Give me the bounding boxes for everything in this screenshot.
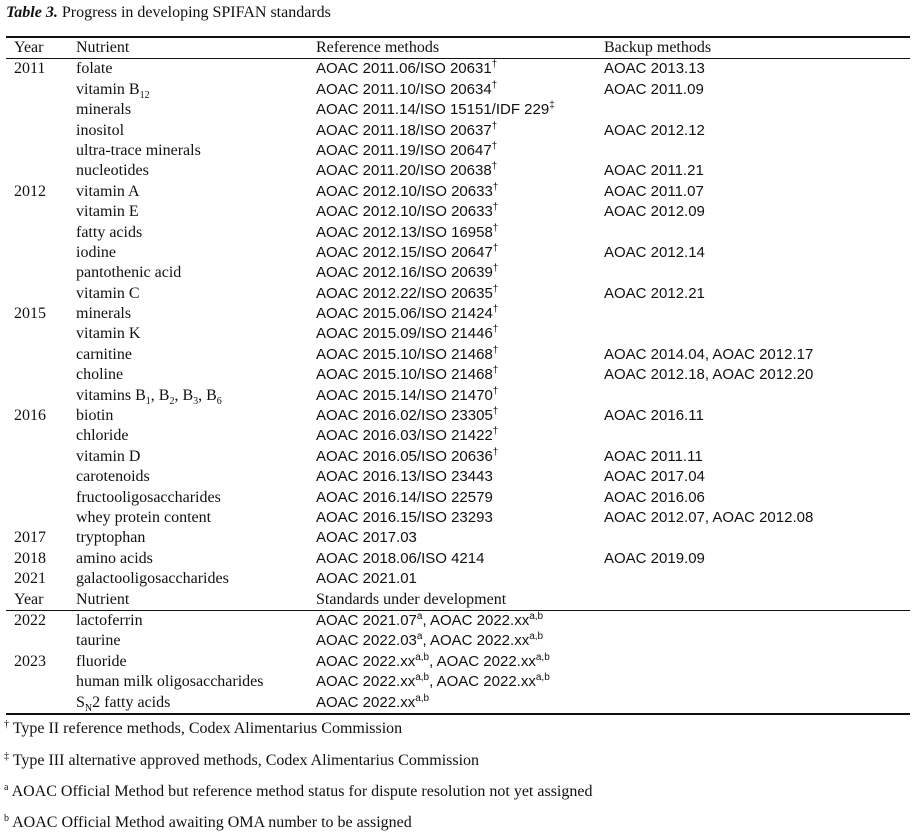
- backup-method-cell: [604, 304, 910, 324]
- table-row: [6, 406, 910, 426]
- footnote-mark: †: [491, 161, 498, 173]
- backup-method-cell: AOAC 2011.11: [604, 447, 703, 465]
- reference-method-cell: AOAC 2011.19/ISO 20647†: [316, 140, 498, 159]
- footnote-text: AOAC Official Method but reference method status for dispute resolution not yet assigned: [8, 783, 593, 800]
- backup-method-cell: AOAC 2012.18, AOAC 2012.20: [604, 366, 814, 384]
- footnote-mark: †: [492, 283, 499, 295]
- year-cell: [6, 141, 76, 161]
- nutrient-cell: fructooligosaccharides: [76, 488, 221, 506]
- year-cell: [6, 467, 76, 487]
- footnote-mark: a: [416, 631, 423, 643]
- year-cell: 2023: [14, 652, 46, 670]
- nutrient-cell: vitamin A: [76, 182, 140, 200]
- footnote: [4, 752, 479, 770]
- backup-method-cell: AOAC 2011.07: [604, 182, 704, 200]
- table-row: [6, 182, 910, 202]
- footnote-mark: †: [491, 140, 498, 152]
- footnote-mark: †: [491, 79, 498, 91]
- year-cell: [6, 386, 76, 406]
- year-cell: 2016: [14, 407, 46, 425]
- year-cell: [6, 488, 76, 508]
- table-row: [6, 345, 910, 365]
- nutrient-cell: iodine: [76, 243, 116, 261]
- table-row: [6, 365, 910, 385]
- backup-method-cell: [604, 324, 910, 344]
- backup-method-cell: AOAC 2012.14: [604, 243, 705, 261]
- footnote-mark: †: [492, 406, 499, 418]
- table-title: Progress in developing SPIFAN standards: [57, 4, 331, 21]
- nutrient-cell: fluoride: [76, 652, 127, 670]
- footnote-mark: †: [492, 344, 499, 356]
- header-row: [6, 37, 910, 59]
- col-header-standards-under-development: Standards under development: [316, 590, 910, 611]
- table-row: [6, 202, 910, 222]
- table-row: [6, 141, 910, 161]
- year-cell: [6, 365, 76, 385]
- table-body: [6, 37, 910, 714]
- backup-method-cell: AOAC 2012.09: [604, 203, 705, 221]
- footnote: [4, 720, 402, 738]
- subscript: N: [84, 702, 93, 714]
- reference-method-cell: AOAC 2012.16/ISO 20639†: [316, 263, 499, 282]
- reference-method-cell: AOAC 2016.03/ISO 21422†: [316, 426, 499, 445]
- nutrient-cell: carnitine: [76, 345, 132, 363]
- backup-method-cell: [604, 386, 910, 406]
- standards-cell: AOAC 2022.xx$^{a,b}$: [316, 693, 910, 714]
- table-row: [6, 59, 910, 80]
- footnote: [4, 783, 592, 801]
- reference-method-cell: AOAC 2016.05/ISO 20636†: [316, 446, 499, 465]
- reference-method-cell: AOAC 2011.10/ISO 20634†: [316, 79, 498, 98]
- footnote-mark: a,b: [415, 651, 430, 663]
- nutrient-cell: human milk oligosaccharides: [76, 673, 264, 691]
- table-row: [6, 243, 910, 263]
- dev-table-row: [6, 610, 910, 631]
- footnote-mark: a,b: [415, 672, 430, 684]
- year-cell: 2011: [14, 60, 46, 78]
- reference-method-cell: AOAC 2016.14/ISO 22579: [316, 488, 493, 506]
- table-row: [6, 488, 910, 508]
- year-cell: 2017: [14, 529, 46, 547]
- backup-method-cell: AOAC 2011.21: [604, 162, 704, 180]
- reference-method-cell: AOAC 2012.15/ISO 20647†: [316, 242, 499, 261]
- col-header-backup-methods: Backup methods: [604, 37, 910, 59]
- footnote-mark: †: [492, 446, 499, 458]
- nutrient-cell: inositol: [76, 121, 125, 139]
- reference-method-cell: AOAC 2012.22/ISO 20635†: [316, 283, 499, 302]
- nutrient-cell: lactoferrin: [76, 611, 143, 629]
- subscript: 3: [193, 395, 199, 407]
- col-header-year: Year: [6, 37, 76, 59]
- table-row: [6, 447, 910, 467]
- table-label: Table 3.: [6, 4, 58, 21]
- reference-method-cell: AOAC 2018.06/ISO 4214: [316, 549, 485, 567]
- subscript: 6: [216, 395, 222, 407]
- table-row: [6, 324, 910, 344]
- table-row: [6, 161, 910, 181]
- year-cell: [6, 447, 76, 467]
- reference-method-cell: AOAC 2011.20/ISO 20638†: [316, 161, 498, 180]
- nutrient-cell: vitamin C: [76, 284, 140, 302]
- year-cell: [6, 284, 76, 304]
- backup-method-cell: AOAC 2012.21: [604, 284, 705, 302]
- table-row: [6, 467, 910, 487]
- table-row: [6, 528, 910, 548]
- table-row: [6, 304, 910, 324]
- nutrient-cell: choline: [76, 366, 124, 384]
- year-cell: [6, 426, 76, 446]
- nutrient-cell: $S_N2$ fatty acids: [76, 693, 316, 714]
- footnote-mark: a,b: [535, 651, 550, 663]
- standards-cell: AOAC 2022.xx$^{a,b}$, AOAC 2022.xx$^{a,b}$: [316, 672, 550, 691]
- year-cell: [6, 693, 76, 714]
- reference-method-cell: AOAC 2015.06/ISO 21424†: [316, 304, 499, 323]
- backup-method-cell: AOAC 2016.06: [604, 488, 705, 506]
- backup-method-cell: [604, 141, 910, 161]
- nutrient-cell: amino acids: [76, 549, 153, 567]
- year-cell: [6, 121, 76, 141]
- backup-method-cell: AOAC 2012.07, AOAC 2012.08: [604, 508, 814, 526]
- footnote-text: AOAC Official Method awaiting OMA number to be assigned: [9, 814, 412, 831]
- nutrient-cell: pantothenic acid: [76, 264, 182, 282]
- subscript: 12: [139, 89, 150, 101]
- reference-method-cell: AOAC 2021.01: [316, 570, 417, 588]
- year-cell: 2018: [14, 549, 46, 567]
- footnote-text: Type III alternative approved methods, Codex Alimentarius Commission: [9, 752, 480, 769]
- standards-cell: AOAC 2022.xx$^{a,b}$, AOAC 2022.xx$^{a,b}$: [316, 651, 550, 670]
- table-caption: [6, 4, 331, 22]
- year-cell: 2022: [14, 611, 46, 629]
- standards-cell: AOAC 2022.03$^a$, AOAC 2022.xx$^{a,b}$: [316, 631, 544, 650]
- reference-method-cell: AOAC 2011.06/ISO 20631†: [316, 59, 498, 78]
- backup-method-cell: AOAC 2014.04, AOAC 2012.17: [604, 345, 814, 363]
- col-header-nutrient: Nutrient: [76, 37, 316, 59]
- backup-method-cell: [604, 263, 910, 283]
- footnote-mark: †: [492, 263, 499, 275]
- dev-header-row: [6, 590, 910, 611]
- year-cell: [6, 80, 76, 100]
- footnote-mark: †: [492, 426, 499, 438]
- nutrient-cell: vitamins $B_1$, $B_2$, $B_3$, $B_6$: [76, 386, 222, 407]
- footnote: [4, 814, 412, 832]
- footnote-mark: a,b: [529, 610, 544, 622]
- table-row: [6, 223, 910, 243]
- footnote-mark: †: [492, 202, 499, 214]
- reference-method-cell: AOAC 2016.02/ISO 23305†: [316, 406, 499, 425]
- year-cell: [6, 100, 76, 120]
- footnote-mark: b: [4, 813, 9, 824]
- nutrient-cell: vitamin K: [76, 325, 141, 343]
- year-cell: [6, 263, 76, 283]
- nutrient-cell: folate: [76, 60, 113, 78]
- reference-method-cell: AOAC 2015.10/ISO 21468†: [316, 344, 499, 363]
- table-row: [6, 569, 910, 589]
- nutrient-cell: fatty acids: [76, 223, 143, 241]
- reference-method-cell: AOAC 2016.15/ISO 23293: [316, 508, 493, 526]
- table-row: [6, 386, 910, 406]
- backup-method-cell: AOAC 2019.09: [604, 549, 705, 567]
- table-row: [6, 508, 910, 528]
- backup-method-cell: AOAC 2017.04: [604, 468, 705, 486]
- footnote-text: Type II reference methods, Codex Alimentarius Commission: [9, 720, 403, 737]
- year-cell: [6, 202, 76, 222]
- footnote-mark: †: [491, 120, 498, 132]
- nutrient-cell: minerals: [76, 305, 132, 323]
- footnote-mark: †: [492, 324, 499, 336]
- reference-method-cell: AOAC 2012.10/ISO 20633†: [316, 181, 499, 200]
- reference-method-cell: AOAC 2011.14/ISO 15151/IDF 229‡: [316, 100, 555, 119]
- footnote-mark: †: [492, 242, 499, 254]
- dev-table-row: [6, 672, 910, 692]
- year-cell: [6, 324, 76, 344]
- nutrient-cell: vitamin D: [76, 447, 141, 465]
- table-row: [6, 549, 910, 569]
- footnote-mark: †: [492, 385, 499, 397]
- backup-method-cell: AOAC 2016.11: [604, 407, 704, 425]
- year-cell: [6, 243, 76, 263]
- nutrient-cell: taurine: [76, 632, 121, 650]
- table-row: [6, 426, 910, 446]
- footnote-mark: ‡: [549, 100, 555, 112]
- backup-method-cell: [604, 223, 910, 243]
- reference-method-cell: AOAC 2015.09/ISO 21446†: [316, 324, 499, 343]
- footnote-mark: †: [4, 719, 9, 730]
- year-cell: [6, 631, 76, 651]
- dev-table-row: [6, 652, 910, 672]
- reference-method-cell: AOAC 2012.13/ISO 16958†: [316, 222, 499, 241]
- backup-method-cell: [604, 426, 910, 446]
- col-header-nutrient: Nutrient: [76, 590, 316, 611]
- nutrient-cell: whey protein content: [76, 508, 212, 526]
- reference-method-cell: AOAC 2012.10/ISO 20633†: [316, 202, 499, 221]
- year-cell: [6, 345, 76, 365]
- nutrient-cell: vitamin $B_{12}$: [76, 80, 150, 101]
- backup-method-cell: AOAC 2011.09: [604, 80, 704, 98]
- col-header-year: Year: [6, 590, 76, 611]
- table-row: [6, 121, 910, 141]
- nutrient-cell: biotin: [76, 407, 114, 425]
- table-row: [6, 80, 910, 100]
- table-row: [6, 100, 910, 120]
- subscript: 1: [145, 395, 151, 407]
- table-row: [6, 263, 910, 283]
- backup-method-cell: [604, 569, 910, 589]
- year-cell: [6, 508, 76, 528]
- nutrient-cell: carotenoids: [76, 468, 150, 486]
- footnote-mark: †: [492, 304, 499, 316]
- footnote-mark: a,b: [535, 672, 550, 684]
- table-row: [6, 284, 910, 304]
- footnote-mark: †: [491, 59, 498, 71]
- nutrient-cell: galactooligosaccharides: [76, 570, 229, 588]
- footnote-mark: ‡: [4, 751, 9, 762]
- subscript: 2: [169, 395, 175, 407]
- footnote-mark: a,b: [415, 692, 430, 704]
- year-cell: [6, 672, 76, 692]
- backup-method-cell: [604, 100, 910, 120]
- year-cell: 2012: [14, 182, 46, 200]
- nutrient-cell: tryptophan: [76, 529, 146, 547]
- col-header-reference-methods: Reference methods: [316, 37, 604, 59]
- nutrient-cell: chloride: [76, 427, 129, 445]
- nutrient-cell: ultra-trace minerals: [76, 141, 201, 159]
- spifan-standards-table: [6, 36, 910, 715]
- year-cell: 2021: [14, 570, 46, 588]
- nutrient-cell: vitamin E: [76, 203, 139, 221]
- footnote-mark: a,b: [529, 631, 544, 643]
- footnote-mark: a: [4, 782, 9, 793]
- footnote-mark: †: [492, 181, 499, 193]
- footnote-mark: †: [492, 365, 499, 377]
- backup-method-cell: AOAC 2013.13: [604, 60, 705, 78]
- year-cell: [6, 161, 76, 181]
- reference-method-cell: AOAC 2015.14/ISO 21470†: [316, 385, 499, 404]
- standards-cell: AOAC 2021.07$^a$, AOAC 2022.xx$^{a,b}$: [316, 610, 544, 629]
- footnote-mark: a: [416, 610, 423, 622]
- dev-table-row: [6, 693, 910, 714]
- backup-method-cell: [604, 528, 910, 548]
- reference-method-cell: AOAC 2011.18/ISO 20637†: [316, 120, 498, 139]
- nutrient-cell: minerals: [76, 101, 132, 119]
- reference-method-cell: AOAC 2016.13/ISO 23443: [316, 468, 493, 486]
- nutrient-cell: nucleotides: [76, 162, 149, 180]
- reference-method-cell: AOAC 2017.03: [316, 529, 417, 547]
- reference-method-cell: AOAC 2015.10/ISO 21468†: [316, 365, 499, 384]
- backup-method-cell: AOAC 2012.12: [604, 121, 705, 139]
- year-cell: 2015: [14, 305, 46, 323]
- year-cell: [6, 223, 76, 243]
- dev-table-row: [6, 631, 910, 651]
- footnote-mark: †: [492, 222, 499, 234]
